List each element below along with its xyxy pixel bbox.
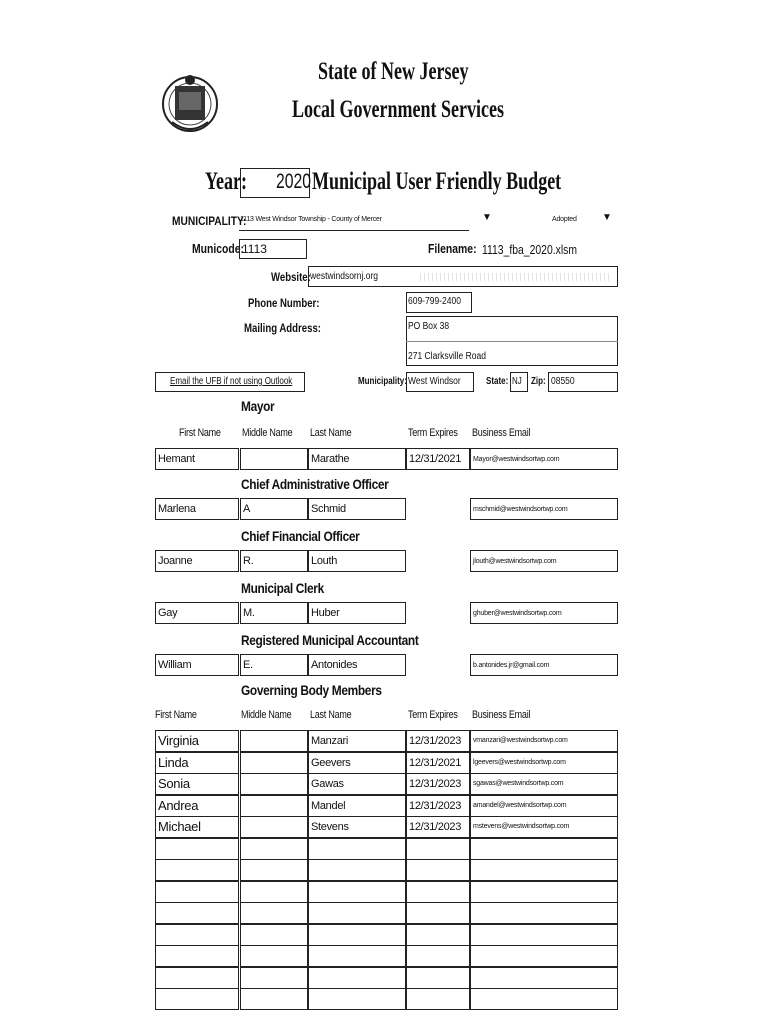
governing-empty-first-cell[interactable] xyxy=(155,902,239,924)
official-email-cell[interactable]: jlouth@westwindsortwp.com xyxy=(470,550,618,572)
section-title: Chief Administrative Officer xyxy=(241,476,389,492)
official-middle-cell[interactable] xyxy=(240,448,308,470)
governing-term-cell[interactable]: 12/31/2023 xyxy=(406,730,470,752)
official-email-cell[interactable]: b.antonides.jr@gmail.com xyxy=(470,654,618,676)
governing-last-cell[interactable]: Gawas xyxy=(308,773,406,795)
governing-empty-last-cell[interactable] xyxy=(308,902,406,924)
governing-last-cell[interactable]: Stevens xyxy=(308,816,406,838)
governing-empty-middle-cell[interactable] xyxy=(240,838,308,860)
phone-value: 609-799-2400 xyxy=(408,296,461,307)
official-email-cell[interactable]: Mayor@westwindsortwp.com xyxy=(470,448,618,470)
budget-title: Municipal User Friendly Budget xyxy=(312,168,562,195)
section-title: Mayor xyxy=(241,398,275,414)
official-term-cell[interactable]: 12/31/2021 xyxy=(406,448,470,470)
gov-col-last: Last Name xyxy=(310,709,352,721)
governing-empty-email-cell[interactable] xyxy=(470,881,618,903)
governing-empty-email-cell[interactable] xyxy=(470,945,618,967)
municode-value: 1113 xyxy=(242,242,267,256)
filename-value: 1113_fba_2020.xlsm xyxy=(482,242,578,257)
governing-empty-term-cell[interactable] xyxy=(406,924,470,946)
municode-label: Municode: xyxy=(192,241,244,256)
governing-term-cell[interactable]: 12/31/2023 xyxy=(406,795,470,817)
official-first-cell[interactable]: William xyxy=(155,654,239,676)
governing-empty-term-cell[interactable] xyxy=(406,881,470,903)
governing-middle-cell[interactable] xyxy=(240,795,308,817)
state-seal xyxy=(160,52,220,160)
zip-label: Zip: xyxy=(531,376,546,387)
official-middle-cell[interactable]: A xyxy=(240,498,308,520)
official-middle-cell[interactable]: M. xyxy=(240,602,308,624)
governing-empty-last-cell[interactable] xyxy=(308,859,406,881)
col-header-first: First Name xyxy=(179,427,221,439)
governing-title: Governing Body Members xyxy=(241,682,382,698)
official-first-cell[interactable]: Gay xyxy=(155,602,239,624)
address-line1: PO Box 38 xyxy=(408,321,450,332)
gov-col-email: Business Email xyxy=(472,709,531,721)
col-header-term: Term Expires xyxy=(408,427,458,439)
governing-empty-first-cell[interactable] xyxy=(155,967,239,989)
municipality-value: 1113 West Windsor Township - County of Mercer xyxy=(240,216,382,223)
governing-empty-first-cell[interactable] xyxy=(155,859,239,881)
governing-middle-cell[interactable] xyxy=(240,816,308,838)
official-email-cell[interactable]: ghuber@westwindsortwp.com xyxy=(470,602,618,624)
governing-term-cell[interactable]: 12/31/2023 xyxy=(406,816,470,838)
governing-first-cell[interactable]: Andrea xyxy=(155,795,239,817)
section-title: Chief Financial Officer xyxy=(241,528,360,544)
official-first-cell[interactable]: Marlena xyxy=(155,498,239,520)
governing-middle-cell[interactable] xyxy=(240,752,308,774)
official-last-cell[interactable]: Huber xyxy=(308,602,406,624)
governing-middle-cell[interactable] xyxy=(240,773,308,795)
governing-last-cell[interactable]: Manzari xyxy=(308,730,406,752)
governing-empty-term-cell[interactable] xyxy=(406,859,470,881)
governing-last-cell[interactable]: Geevers xyxy=(308,752,406,774)
governing-email-cell[interactable]: lgeevers@westwindsortwp.com xyxy=(470,752,618,774)
governing-email-cell[interactable]: sgawas@westwindsortwp.com xyxy=(470,773,618,795)
official-first-cell[interactable]: Hemant xyxy=(155,448,239,470)
municipality-underline xyxy=(239,230,469,231)
governing-middle-cell[interactable] xyxy=(240,730,308,752)
governing-empty-first-cell[interactable] xyxy=(155,945,239,967)
col-header-email: Business Email xyxy=(472,427,531,439)
official-last-cell[interactable]: Schmid xyxy=(308,498,406,520)
filename-label: Filename: xyxy=(428,241,477,256)
governing-empty-middle-cell[interactable] xyxy=(240,881,308,903)
governing-first-cell[interactable]: Virginia xyxy=(155,730,239,752)
faded-text xyxy=(420,273,610,281)
governing-empty-email-cell[interactable] xyxy=(470,967,618,989)
col-header-middle: Middle Name xyxy=(242,427,293,439)
governing-empty-middle-cell[interactable] xyxy=(240,902,308,924)
governing-empty-middle-cell[interactable] xyxy=(240,967,308,989)
governing-last-cell[interactable]: Mandel xyxy=(308,795,406,817)
governing-empty-first-cell[interactable] xyxy=(155,988,239,1010)
governing-empty-term-cell[interactable] xyxy=(406,838,470,860)
official-first-cell[interactable]: Joanne xyxy=(155,550,239,572)
governing-email-cell[interactable]: amandel@westwindsortwp.com xyxy=(470,795,618,817)
governing-empty-last-cell[interactable] xyxy=(308,881,406,903)
governing-empty-middle-cell[interactable] xyxy=(240,859,308,881)
governing-email-cell[interactable]: vmanzari@westwindsortwp.com xyxy=(470,730,618,752)
section-title: Registered Municipal Accountant xyxy=(241,632,419,648)
state-value: NJ xyxy=(512,376,522,387)
governing-first-cell[interactable]: Michael xyxy=(155,816,239,838)
governing-first-cell[interactable]: Sonia xyxy=(155,773,239,795)
status-value: Adopted xyxy=(552,216,577,223)
website-value: westwindsornj.org xyxy=(310,271,379,282)
governing-first-cell[interactable]: Linda xyxy=(155,752,239,774)
website-label: Website: xyxy=(271,270,311,284)
governing-empty-last-cell[interactable] xyxy=(308,945,406,967)
governing-empty-first-cell[interactable] xyxy=(155,838,239,860)
mailing-label: Mailing Address: xyxy=(244,321,321,335)
address-line2: 271 Clarksville Road xyxy=(408,351,486,362)
governing-empty-last-cell[interactable] xyxy=(308,988,406,1010)
col-header-last: Last Name xyxy=(310,427,352,439)
gov-col-middle: Middle Name xyxy=(241,709,292,721)
governing-empty-middle-cell[interactable] xyxy=(240,988,308,1010)
official-last-cell[interactable]: Antonides xyxy=(308,654,406,676)
governing-empty-first-cell[interactable] xyxy=(155,924,239,946)
governing-term-cell[interactable]: 12/31/2023 xyxy=(406,773,470,795)
municipality-short-value: West Windsor xyxy=(408,376,461,387)
zip-value: 08550 xyxy=(551,376,575,387)
gov-col-first: First Name xyxy=(155,709,197,721)
governing-email-cell[interactable]: mstevens@westwindsortwp.com xyxy=(470,816,618,838)
phone-label: Phone Number: xyxy=(248,296,320,310)
governing-empty-email-cell[interactable] xyxy=(470,924,618,946)
status-dropdown-icon[interactable]: ▼ xyxy=(602,212,612,223)
governing-empty-last-cell[interactable] xyxy=(308,838,406,860)
governing-empty-email-cell[interactable] xyxy=(470,988,618,1010)
official-last-cell[interactable]: Marathe xyxy=(308,448,406,470)
governing-empty-middle-cell[interactable] xyxy=(240,945,308,967)
governing-empty-term-cell[interactable] xyxy=(406,902,470,924)
year-value: 2020 xyxy=(276,170,312,193)
governing-empty-first-cell[interactable] xyxy=(155,881,239,903)
governing-empty-term-cell[interactable] xyxy=(406,967,470,989)
year-label: Year: xyxy=(205,168,247,195)
email-ufb-label: Email the UFB if not using Outlook xyxy=(170,376,293,387)
official-last-cell[interactable]: Louth xyxy=(308,550,406,572)
official-email-cell[interactable]: mschmid@westwindsortwp.com xyxy=(470,498,618,520)
page-title-line1: State of New Jersey xyxy=(318,58,469,85)
gov-col-term: Term Expires xyxy=(408,709,458,721)
municipality-dropdown-icon[interactable]: ▼ xyxy=(482,212,492,223)
governing-term-cell[interactable]: 12/31/2021 xyxy=(406,752,470,774)
governing-empty-email-cell[interactable] xyxy=(470,838,618,860)
address-divider xyxy=(406,341,618,342)
page-title-line2: Local Government Services xyxy=(292,96,504,123)
official-middle-cell[interactable]: E. xyxy=(240,654,308,676)
section-title: Municipal Clerk xyxy=(241,580,324,596)
municipality-short-label: Municipality: xyxy=(358,376,407,387)
governing-empty-term-cell[interactable] xyxy=(406,945,470,967)
state-label: State: xyxy=(486,376,509,387)
governing-empty-last-cell[interactable] xyxy=(308,967,406,989)
governing-empty-last-cell[interactable] xyxy=(308,924,406,946)
governing-empty-email-cell[interactable] xyxy=(470,902,618,924)
governing-empty-email-cell[interactable] xyxy=(470,859,618,881)
official-middle-cell[interactable]: R. xyxy=(240,550,308,572)
municipality-label: MUNICIPALITY: xyxy=(172,214,247,228)
governing-empty-middle-cell[interactable] xyxy=(240,924,308,946)
governing-empty-term-cell[interactable] xyxy=(406,988,470,1010)
